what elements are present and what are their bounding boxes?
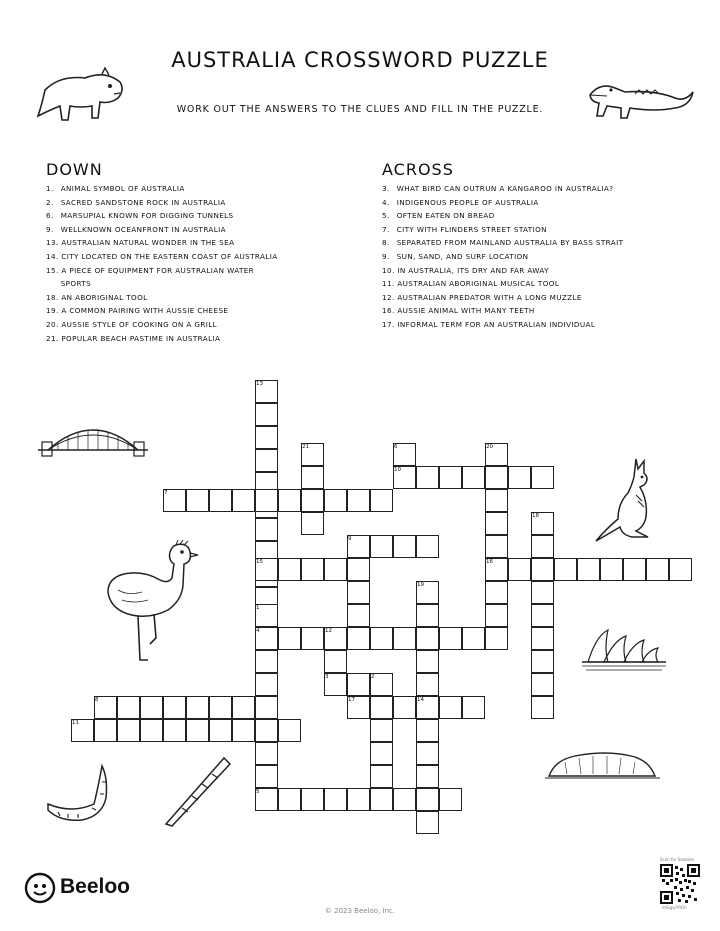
- clue-number-label: 1: [256, 605, 260, 611]
- crossword-cell[interactable]: [393, 696, 416, 719]
- uluru-illustration: [545, 746, 660, 784]
- clue-number-label: 5: [256, 789, 260, 795]
- qr-code-icon[interactable]: [660, 864, 700, 904]
- crossword-cell[interactable]: [370, 719, 393, 742]
- down-clue: 20. AUSSIE STYLE OF COOKING ON A GRILL: [46, 319, 218, 329]
- crossword-cell[interactable]: [347, 581, 370, 604]
- crossword-cell[interactable]: [324, 788, 347, 811]
- crossword-cell[interactable]: [117, 696, 140, 719]
- crossword-cell[interactable]: [370, 489, 393, 512]
- down-clue: 19. A COMMON PAIRING WITH AUSSIE CHEESE: [46, 306, 229, 316]
- crossword-cell[interactable]: [255, 765, 278, 788]
- page-subtitle: WORK OUT THE ANSWERS TO THE CLUES AND FILL IN THE PUZZLE.: [176, 104, 544, 115]
- crossword-cell[interactable]: [416, 811, 439, 834]
- crossword-cell[interactable]: [416, 604, 439, 627]
- qr-label: Scan for Solution: [660, 857, 695, 862]
- crossword-cell[interactable]: [531, 604, 554, 627]
- beeloo-logo-icon: [24, 872, 56, 904]
- clue-number-label: 14: [417, 697, 424, 703]
- kangaroo-illustration: [592, 455, 662, 545]
- crossword-cell[interactable]: [255, 742, 278, 765]
- crossword-cell[interactable]: [324, 489, 347, 512]
- crossword-cell[interactable]: [669, 558, 692, 581]
- crossword-cell[interactable]: [416, 535, 439, 558]
- across-clue: 9. SUN, SAND, AND SURF LOCATION: [382, 251, 529, 261]
- across-clue: 4. INDIGENOUS PEOPLE OF AUSTRALIA: [382, 197, 539, 207]
- crossword-cell[interactable]: [370, 788, 393, 811]
- clue-number-label: 16: [486, 559, 493, 565]
- crossword-cell[interactable]: [255, 489, 278, 512]
- crossword-cell[interactable]: [416, 765, 439, 788]
- crossword-cell[interactable]: [255, 518, 278, 541]
- crossword-cell[interactable]: [416, 742, 439, 765]
- down-clue: 13. AUSTRALIAN NATURAL WONDER IN THE SEA: [46, 238, 235, 248]
- down-clue: 15. A PIECE OF EQUIPMENT FOR AUSTRALIAN WATER: [46, 265, 255, 275]
- down-heading: DOWN: [46, 160, 103, 179]
- crossword-cell[interactable]: [186, 719, 209, 742]
- crossword-cell[interactable]: [278, 627, 301, 650]
- down-clue: 18. AN ABORIGINAL TOOL: [46, 292, 148, 302]
- across-clue: 11. AUSTRALIAN ABORIGINAL MUSICAL TOOL: [382, 279, 560, 289]
- across-clue: 3. WHAT BIRD CAN OUTRUN A KANGAROO IN AUSTRALIA?: [382, 184, 614, 193]
- crossword-cell[interactable]: [301, 558, 324, 581]
- crossword-cell[interactable]: [439, 627, 462, 650]
- crossword-cell[interactable]: [416, 627, 439, 650]
- crossword-cell[interactable]: [255, 449, 278, 472]
- down-clue: 9. WELLKNOWN OCEANFRONT IN AUSTRALIA: [46, 224, 226, 234]
- crossword-cell[interactable]: [347, 558, 370, 581]
- down-clue-continuation: SPORTS: [60, 279, 92, 289]
- clue-number-label: 2: [371, 674, 375, 680]
- page-title: AUSTRALIA CROSSWORD PUZZLE: [171, 48, 549, 72]
- across-clue: 10. IN AUSTRALIA, ITS DRY AND FAR AWAY: [382, 265, 549, 275]
- clue-number-label: 4: [256, 628, 260, 634]
- crossword-cell[interactable]: [232, 696, 255, 719]
- crossword-cell[interactable]: [462, 466, 485, 489]
- crossword-cell[interactable]: [301, 466, 324, 489]
- crossword-cell[interactable]: [278, 719, 301, 742]
- crossword-cell[interactable]: [232, 719, 255, 742]
- crossword-cell[interactable]: [117, 719, 140, 742]
- down-clue: 1. ANIMAL SYMBOL OF AUSTRALIA: [46, 184, 185, 193]
- crossword-cell[interactable]: [301, 627, 324, 650]
- crossword-cell[interactable]: [485, 489, 508, 512]
- down-clue: 21. POPULAR BEACH PASTIME IN AUSTRALIA: [46, 333, 221, 343]
- crossword-cell[interactable]: [485, 581, 508, 604]
- crossword-cell[interactable]: [646, 558, 669, 581]
- crossword-cell[interactable]: [508, 466, 531, 489]
- crossword-cell[interactable]: [485, 604, 508, 627]
- crossword-cell[interactable]: [347, 627, 370, 650]
- clue-number-label: 9: [348, 536, 352, 542]
- across-clue: 16. AUSSIE ANIMAL WITH MANY TEETH: [382, 306, 535, 316]
- crossword-cell[interactable]: [370, 696, 393, 719]
- crossword-cell[interactable]: [600, 558, 623, 581]
- clue-number-label: 6: [394, 444, 398, 450]
- crossword-cell[interactable]: [209, 719, 232, 742]
- crossword-cell[interactable]: [347, 489, 370, 512]
- crossword-cell[interactable]: [531, 650, 554, 673]
- clue-number-label: 8: [95, 697, 99, 703]
- crossword-cell[interactable]: [255, 673, 278, 696]
- crossword-cell[interactable]: [531, 558, 554, 581]
- crossword-cell[interactable]: [301, 788, 324, 811]
- crossword-cell[interactable]: [232, 489, 255, 512]
- emu-illustration: [98, 540, 208, 665]
- clue-number-label: 10: [394, 467, 401, 473]
- across-clue: 8. SEPARATED FROM MAINLAND AUSTRALIA BY BASS STRAIT: [382, 238, 624, 248]
- brand-name: Beeloo: [60, 875, 131, 898]
- crossword-cell[interactable]: [255, 719, 278, 742]
- crossword-cell[interactable]: [485, 466, 508, 489]
- crossword-cell[interactable]: [301, 489, 324, 512]
- clue-number-label: 18: [532, 513, 539, 519]
- crossword-cell[interactable]: [163, 719, 186, 742]
- clue-number-label: 21: [302, 444, 309, 450]
- crossword-cell[interactable]: [255, 426, 278, 449]
- crossword-cell[interactable]: [370, 535, 393, 558]
- crossword-cell[interactable]: [531, 696, 554, 719]
- crossword-cell[interactable]: [416, 673, 439, 696]
- crossword-cell[interactable]: [370, 627, 393, 650]
- across-clue: 7. CITY WITH FLINDERS STREET STATION: [382, 224, 547, 234]
- copyright-text: © 2023 Beeloo, Inc.: [324, 907, 396, 915]
- crossword-cell[interactable]: [439, 788, 462, 811]
- crossword-cell[interactable]: [324, 558, 347, 581]
- crossword-cell[interactable]: [416, 788, 439, 811]
- crossword-cell[interactable]: [255, 650, 278, 673]
- boomerang-illustration: [42, 758, 112, 828]
- crossword-cell[interactable]: [485, 535, 508, 558]
- crossword-cell[interactable]: [416, 466, 439, 489]
- crossword-cell[interactable]: [531, 581, 554, 604]
- qr-code-text: mSqpyYRGh: [662, 905, 687, 910]
- crossword-cell[interactable]: [278, 489, 301, 512]
- crossword-cell[interactable]: [209, 489, 232, 512]
- down-clue: 6. MARSUPIAL KNOWN FOR DIGGING TUNNELS: [46, 211, 234, 221]
- down-clue: 14. CITY LOCATED ON THE EASTERN COAST OF AUSTRALIA: [46, 251, 278, 261]
- crossword-cell[interactable]: [186, 489, 209, 512]
- crossword-cell[interactable]: [531, 535, 554, 558]
- didgeridoo-illustration: [158, 752, 233, 827]
- crossword-cell[interactable]: [278, 788, 301, 811]
- crossword-cell[interactable]: [508, 558, 531, 581]
- crossword-cell[interactable]: [531, 673, 554, 696]
- across-clue: 17. INFORMAL TERM FOR AN AUSTRALIAN INDIVIDUAL: [382, 319, 596, 329]
- clue-number-label: 19: [417, 582, 424, 588]
- crossword-cell[interactable]: [370, 742, 393, 765]
- opera-house-illustration: [578, 628, 670, 672]
- crossword-cell[interactable]: [255, 696, 278, 719]
- across-clue: 5. OFTEN EATEN ON BREAD: [382, 211, 495, 221]
- crossword-cell[interactable]: [462, 627, 485, 650]
- crossword-cell[interactable]: [485, 627, 508, 650]
- crossword-cell[interactable]: [439, 696, 462, 719]
- crossword-cell[interactable]: [393, 627, 416, 650]
- harbour-bridge-illustration: [38, 412, 148, 462]
- crossword-cell[interactable]: [209, 696, 232, 719]
- crossword-cell[interactable]: [324, 650, 347, 673]
- crossword-cell[interactable]: [278, 558, 301, 581]
- crossword-cell[interactable]: [186, 696, 209, 719]
- crossword-cell[interactable]: [140, 696, 163, 719]
- crossword-cell[interactable]: [255, 403, 278, 426]
- crossword-cell[interactable]: [416, 719, 439, 742]
- crossword-cell[interactable]: [140, 719, 163, 742]
- crossword-cell[interactable]: [439, 466, 462, 489]
- clue-number-label: 17: [348, 697, 355, 703]
- clue-number-label: 11: [72, 720, 79, 726]
- crossword-cell[interactable]: [554, 558, 577, 581]
- across-clue: 12. AUSTRALIAN PREDATOR WITH A LONG MUZZLE: [382, 292, 582, 302]
- crossword-cell[interactable]: [301, 512, 324, 535]
- clue-number-label: 20: [486, 444, 493, 450]
- crossword-cell[interactable]: [347, 604, 370, 627]
- clue-number-label: 7: [164, 490, 168, 496]
- crossword-cell[interactable]: [347, 673, 370, 696]
- crossword-cell[interactable]: [531, 466, 554, 489]
- crossword-cell[interactable]: [416, 650, 439, 673]
- crossword-cell[interactable]: [462, 696, 485, 719]
- crossword-cell[interactable]: [531, 627, 554, 650]
- crossword-cell[interactable]: [94, 719, 117, 742]
- crossword-cell[interactable]: [577, 558, 600, 581]
- crossword-cell[interactable]: [623, 558, 646, 581]
- clue-number-label: 3: [325, 674, 329, 680]
- down-clue: 2. SACRED SANDSTONE ROCK IN AUSTRALIA: [46, 197, 226, 207]
- crossword-cell[interactable]: [393, 788, 416, 811]
- crossword-cell[interactable]: [163, 696, 186, 719]
- crossword-cell[interactable]: [370, 765, 393, 788]
- crossword-cell[interactable]: [347, 788, 370, 811]
- clue-number-label: 13: [256, 381, 263, 387]
- clue-number-label: 12: [325, 628, 332, 634]
- crossword-cell[interactable]: [485, 512, 508, 535]
- crossword-cell[interactable]: [393, 535, 416, 558]
- across-heading: ACROSS: [382, 160, 454, 179]
- clue-number-label: 15: [256, 559, 263, 565]
